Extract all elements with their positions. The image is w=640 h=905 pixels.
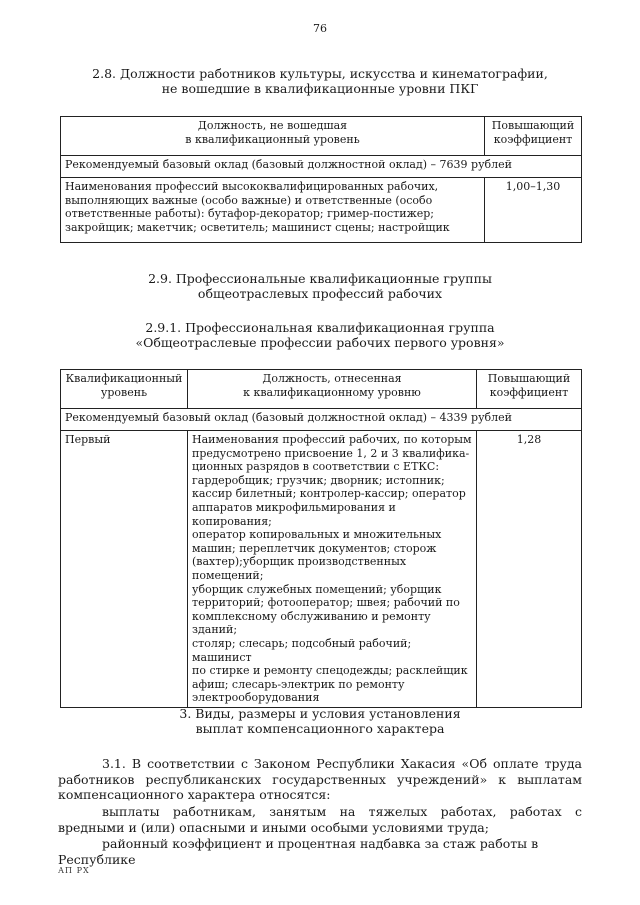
header-position: Должность, отнесенная к квалификационному уровню <box>188 370 477 409</box>
table-row <box>61 178 582 243</box>
paragraph-regional-coefficient: районный коэффициент и процентная надбавка за стаж работы в Республике <box>58 836 539 867</box>
header-position: Должность, не вошедшая в квалификационный уровень <box>61 117 485 156</box>
base-salary-text: Рекомендуемый базовый оклад (базовый должностной оклад) – 4339 рублей <box>61 409 582 431</box>
section-2-8-title-line2: не вошедшие в квалификационные уровни ПКГ <box>161 81 479 96</box>
section-3-title-line2: выплат компенсационного характера <box>195 721 445 736</box>
page-number: 76 <box>313 22 327 35</box>
header-coefficient: Повышающий коэффициент <box>477 370 582 409</box>
level-value: Первый <box>61 431 188 708</box>
section-3-title-line1: 3. Виды, размеры и условия установления <box>179 706 461 721</box>
coefficient-value: 1,00–1,30 <box>485 178 582 243</box>
table-header-row <box>61 117 582 156</box>
section-2-9-1-title <box>0 320 640 350</box>
header-level: Квалификационный уровень <box>61 370 188 409</box>
position-text: Наименования профессий высококвалифицированных рабочих, выполняющих важные (особо важные) и ответственные (особо ответственные работы): бутафор-декоратор; гример-постижер; закройщик; макетчик; осветитель; машинист сцены; настройщик <box>61 178 485 243</box>
base-salary-text: Рекомендуемый базовый оклад (базовый должностной оклад) – 7639 рублей <box>61 156 582 178</box>
section-2-8-title-line1: 2.8. Должности работников культуры, искусства и кинематографии, <box>92 66 548 81</box>
header-coefficient: Повышающий коэффициент <box>485 117 582 156</box>
paragraph-3-1: 3.1. В соответствии с Законом Республики Хакасия «Об оплате труда работников республиканских государственных учреждений» к выплатам компенсационного характера относятся: <box>58 756 582 803</box>
footer-mark: АП РХ <box>58 866 90 875</box>
section-2-9-title <box>0 271 640 301</box>
coefficient-value: 1,28 <box>477 431 582 708</box>
base-salary-row <box>61 409 582 431</box>
table-row <box>61 431 582 708</box>
section-3-title <box>0 706 640 736</box>
section-2-9-1-title-line2: «Общеотраслевые профессии рабочих первого уровня» <box>135 335 505 350</box>
table-2-8 <box>60 116 582 243</box>
table-header-row <box>61 370 582 409</box>
base-salary-row <box>61 156 582 178</box>
section-2-8-title <box>0 66 640 96</box>
table-2-9-1 <box>60 369 582 708</box>
position-text: Наименования профессий рабочих, по которым предусмотрено присвоение 1, 2 и 3 квалифика- ционных разрядов в соответствии с ЕТКС: гардеробщик; грузчик; дворник; истопник; кассир билетный; контролер-кассир; оператор аппаратов микрофильмирования и копирования; оператор копировальных и множительных машин; переплетчик документов; сторож (вахтер);уборщик производственных помещений; уборщик служебных помещений; уборщик территорий; фотооператор; швея; рабочий по комплексному обслуживанию и ремонту зданий; столяр; слесарь; подсобный рабочий; машинист по стирке и ремонту спецодежды; расклейщик афиш; слесарь-электрик по ремонту электрооборудования <box>188 431 477 708</box>
section-2-9-title-line2: общеотраслевых профессий рабочих <box>197 286 443 301</box>
section-2-9-title-line1: 2.9. Профессиональные квалификационные группы <box>148 271 492 286</box>
section-2-9-1-title-line1: 2.9.1. Профессиональная квалификационная группа <box>145 320 495 335</box>
paragraph-hazard-payments: выплаты работникам, занятым на тяжелых работах, работах с вредными и (или) опасными и иными особыми условиями труда; <box>58 804 582 835</box>
